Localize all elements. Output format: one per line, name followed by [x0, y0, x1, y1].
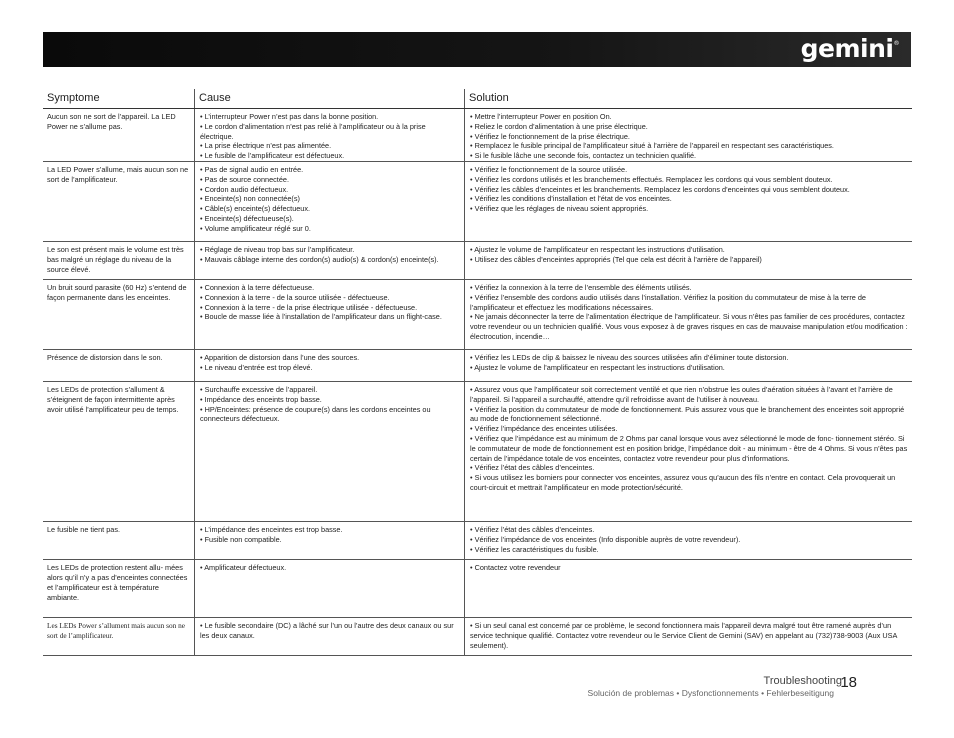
solution-item: • Vérifiez le fonctionnement de la source utilisée. [470, 165, 908, 175]
solution-item: • Vérifiez l’impédance des enceintes utilisées. [470, 424, 908, 434]
cause-item: • Le cordon d’alimentation n’est pas relié à l’amplificateur ou à la prise électrique. [200, 122, 460, 142]
symptom-text: Aucun son ne sort de l’appareil. La LED Power ne s’allume pas. [47, 112, 176, 131]
cause-item: • Le fusible de l’amplificateur est défectueux. [200, 151, 460, 161]
cause-item: • L’interrupteur Power n’est pas dans la bonne position. [200, 112, 460, 122]
solution-item: • Vérifiez que l’impédance est au minimum de 2 Ohms par canal lorsque vous avez sélectionné le mode de fonc- tionnement stéréo. Si le commutateur de mode de fonctionnement est en position bridge, l’impédance doit - au minimum - être de 4 Ohms. Si vous n’êtes pas certain de l’impédance totale de vos enceintes, contactez votre revendeur pour plus d’informations. [470, 434, 908, 463]
cause-item: • Enceinte(s) non connectée(s) [200, 194, 460, 204]
cause-cell [195, 350, 465, 381]
solution-item: • Vérifiez la connexion à la terre de l’ensemble des éléments utilisés. [470, 283, 908, 293]
cause-cell [195, 242, 465, 279]
solution-item: • Si vous utilisez les borniers pour connecter vos enceintes, assurez vous qu’aucun des fils n’entre en contact. Cela provoquerait un court-circuit et mettrait l’amplificateur en mode protection/sécurité. [470, 473, 908, 493]
header-banner [43, 32, 911, 67]
solution-item: • Remplacez le fusible principal de l’amplificateur situé à l’arrière de l’appareil en respectant ses caractéristiques. [470, 141, 908, 151]
section-title: Troubleshooting [763, 675, 842, 687]
symptom-cell [43, 109, 195, 161]
symptom-text: Le son est présent mais le volume est très bas malgré un réglage du niveau de la source élevé. [47, 245, 184, 274]
cause-item: • Amplificateur défectueux. [200, 563, 460, 573]
cause-item: • Mauvais câblage interne des cordon(s) audio(s) & cordon(s) enceinte(s). [200, 255, 460, 265]
cause-item: • Connexion à la terre - de la prise électrique utilisée - défectueuse. [200, 303, 460, 313]
solution-item: • Vérifiez l’état des câbles d’enceintes. [470, 463, 908, 473]
cause-item: • Cordon audio défectueux. [200, 185, 460, 195]
symptom-text: Les LEDs Power s’allument mais aucun son ne sort de l’amplificateur. [47, 621, 186, 640]
cause-cell [195, 618, 465, 655]
symptom-cell [43, 560, 195, 617]
table-row [43, 382, 912, 522]
column-header-symptom: Symptome [43, 89, 195, 108]
cause-item: • Pas de signal audio en entrée. [200, 165, 460, 175]
solution-item: • Reliez le cordon d’alimentation à une prise électrique. [470, 122, 908, 132]
cause-item: • Connexion à la terre - de la source utilisée - défectueuse. [200, 293, 460, 303]
solution-item: • Vérifiez que les réglages de niveau soient appropriés. [470, 204, 908, 214]
solution-cell [465, 560, 912, 617]
table-row [43, 618, 912, 656]
symptom-cell [43, 382, 195, 521]
solution-item: • Vérifiez l’ensemble des cordons audio utilisés dans l’installation. Vérifiez la position du commutateur de mise à la terre de l’amplificateur et effectuez les modifications nécessaires. [470, 293, 908, 313]
cause-item: • Fusible non compatible. [200, 535, 460, 545]
solution-item: • Ne jamais déconnecter la terre de l’alimentation électrique de l’amplificateur. Si vous n’êtes pas familier de ces procédures, contactez votre revendeur ou un technicien qualifié. Vous vous exposez à de graves risques en cas de mauvaise manipulation et/ou modification : électrocution, incendie… [470, 312, 908, 341]
cause-item: • L’impédance des enceintes est trop basse. [200, 525, 460, 535]
cause-cell [195, 522, 465, 559]
solution-item: • Vérifiez les câbles d’enceintes et les branchements. Remplacez les cordons d’enceintes qui vous semblent douteux. [470, 185, 908, 195]
cause-cell [195, 382, 465, 521]
solution-cell [465, 162, 912, 241]
symptom-cell [43, 618, 195, 655]
column-header-cause: Cause [195, 89, 465, 108]
cause-item: • Impédance des enceints trop basse. [200, 395, 460, 405]
cause-item: • Boucle de masse liée à l’installation de l’amplificateur dans un flight-case. [200, 312, 460, 322]
solution-item: • Vérifiez la position du commutateur de mode de fonctionnement. Puis assurez vous que le branchement des enceintes soit approprié au mode de fonctionnement sélectionné. [470, 405, 908, 425]
cause-item: • HP/Enceintes: présence de coupure(s) dans les cordons enceintes ou connecteurs défectueux. [200, 405, 460, 425]
solution-item: • Vérifiez les LEDs de clip & baissez le niveau des sources utilisées afin d’éliminer toute distorsion. [470, 353, 908, 363]
solution-item: • Vérifiez les conditions d’installation et l’état de vos enceintes. [470, 194, 908, 204]
cause-item: • Câble(s) enceinte(s) défectueux. [200, 204, 460, 214]
table-row [43, 162, 912, 242]
cause-item: • Le niveau d’entrée est trop élevé. [200, 363, 460, 373]
cause-item: • Volume amplificateur réglé sur 0. [200, 224, 460, 234]
table-row [43, 280, 912, 350]
cause-cell [195, 162, 465, 241]
symptom-cell [43, 350, 195, 381]
cause-item: • Connexion à la terre défectueuse. [200, 283, 460, 293]
cause-item: • Surchauffe excessive de l’appareil. [200, 385, 460, 395]
solution-item: • Vérifiez les cordons utilisés et les branchements effectués. Remplacez les cordons qui vous semblent douteux. [470, 175, 908, 185]
solution-cell [465, 382, 912, 521]
section-subtitle: Solución de problemas • Dysfonctionnements • Fehlerbeseitigung [587, 688, 834, 698]
solution-item: • Contactez votre revendeur [470, 563, 908, 573]
cause-item: • Apparition de distorsion dans l’une des sources. [200, 353, 460, 363]
solution-cell [465, 109, 912, 161]
troubleshooting-table [43, 89, 912, 656]
solution-item: • Ajustez le volume de l’amplificateur en respectant les instructions d’utilisation. [470, 245, 908, 255]
symptom-cell [43, 162, 195, 241]
cause-cell [195, 280, 465, 349]
solution-item: • Vérifiez les caractéristiques du fusible. [470, 545, 908, 555]
table-row [43, 109, 912, 162]
solution-cell [465, 618, 912, 655]
symptom-text: Le fusible ne tient pas. [47, 525, 121, 534]
symptom-text: La LED Power s’allume, mais aucun son ne sort de l’amplificateur. [47, 165, 189, 184]
solution-item: • Utilisez des câbles d’enceintes appropriés (Tel que cela est décrit à l’arrière de l’appareil) [470, 255, 908, 265]
solution-item: • Mettre l’interrupteur Power en position On. [470, 112, 908, 122]
solution-item: • Assurez vous que l’amplificateur soit correctement ventilé et que rien n’obstrue les ouïes d’aération situées à l’avant et l’arrière de l’appareil. Si l’appareil a surchauffé, attendre qu’il refroidisse avant de l’utiliser à nouveau. [470, 385, 908, 405]
cause-item: • La prise électrique n’est pas alimentée. [200, 141, 460, 151]
solution-item: • Si un seul canal est concerné par ce problème, le second fonctionnera mais l’appareil devra malgré tout être ramené auprès d’un service technique qualifié. Contactez votre revendeur ou le Service Client de Gemini (SAV) en appelant au (732)738-9003 (Aux USA seulement). [470, 621, 908, 650]
symptom-text: Présence de distorsion dans le son. [47, 353, 163, 362]
symptom-cell [43, 280, 195, 349]
cause-cell [195, 560, 465, 617]
cause-item: • Enceinte(s) défectueuse(s). [200, 214, 460, 224]
symptom-text: Les LEDs de protection restent allu- mées alors qu’il n’y a pas d’enceintes connectées et l’amplificateur est à température ambiante. [47, 563, 188, 602]
symptom-text: Les LEDs de protection s’allument & s’éteignent de façon intermittente après avoir utilisé l’amplificateur peu de temps. [47, 385, 179, 414]
solution-item: • Vérifiez l’état des câbles d’enceintes. [470, 525, 908, 535]
solution-item: • Ajustez le volume de l’amplificateur en respectant les instructions d’utilisation. [470, 363, 908, 373]
solution-item: • Vérifiez l’impédance de vos enceintes (Info disponible auprès de votre revendeur). [470, 535, 908, 545]
column-header-solution: Solution [469, 92, 509, 104]
solution-cell [465, 522, 912, 559]
solution-cell [465, 280, 912, 349]
table-header [43, 89, 912, 109]
symptom-cell [43, 522, 195, 559]
table-row [43, 522, 912, 560]
page-number: 18 [840, 674, 857, 691]
solution-item: • Si le fusible lâche une seconde fois, contactez un technicien qualifié. [470, 151, 908, 161]
solution-item: • Vérifiez le fonctionnement de la prise électrique. [470, 132, 908, 142]
cause-item: • Pas de source connectée. [200, 175, 460, 185]
solution-cell [465, 242, 912, 279]
symptom-text: Un bruit sourd parasite (60 Hz) s’entend de façon permanente dans les enceintes. [47, 283, 187, 302]
table-row [43, 560, 912, 618]
cause-cell [195, 109, 465, 161]
symptom-cell [43, 242, 195, 279]
table-row [43, 242, 912, 280]
cause-item: • Réglage de niveau trop bas sur l’amplificateur. [200, 245, 460, 255]
solution-cell [465, 350, 912, 381]
cause-item: • Le fusible secondaire (DC) a lâché sur l’un ou l’autre des deux canaux ou sur les deux canaux. [200, 621, 460, 641]
gemini-logo: gemini® [800, 34, 899, 63]
table-row [43, 350, 912, 382]
